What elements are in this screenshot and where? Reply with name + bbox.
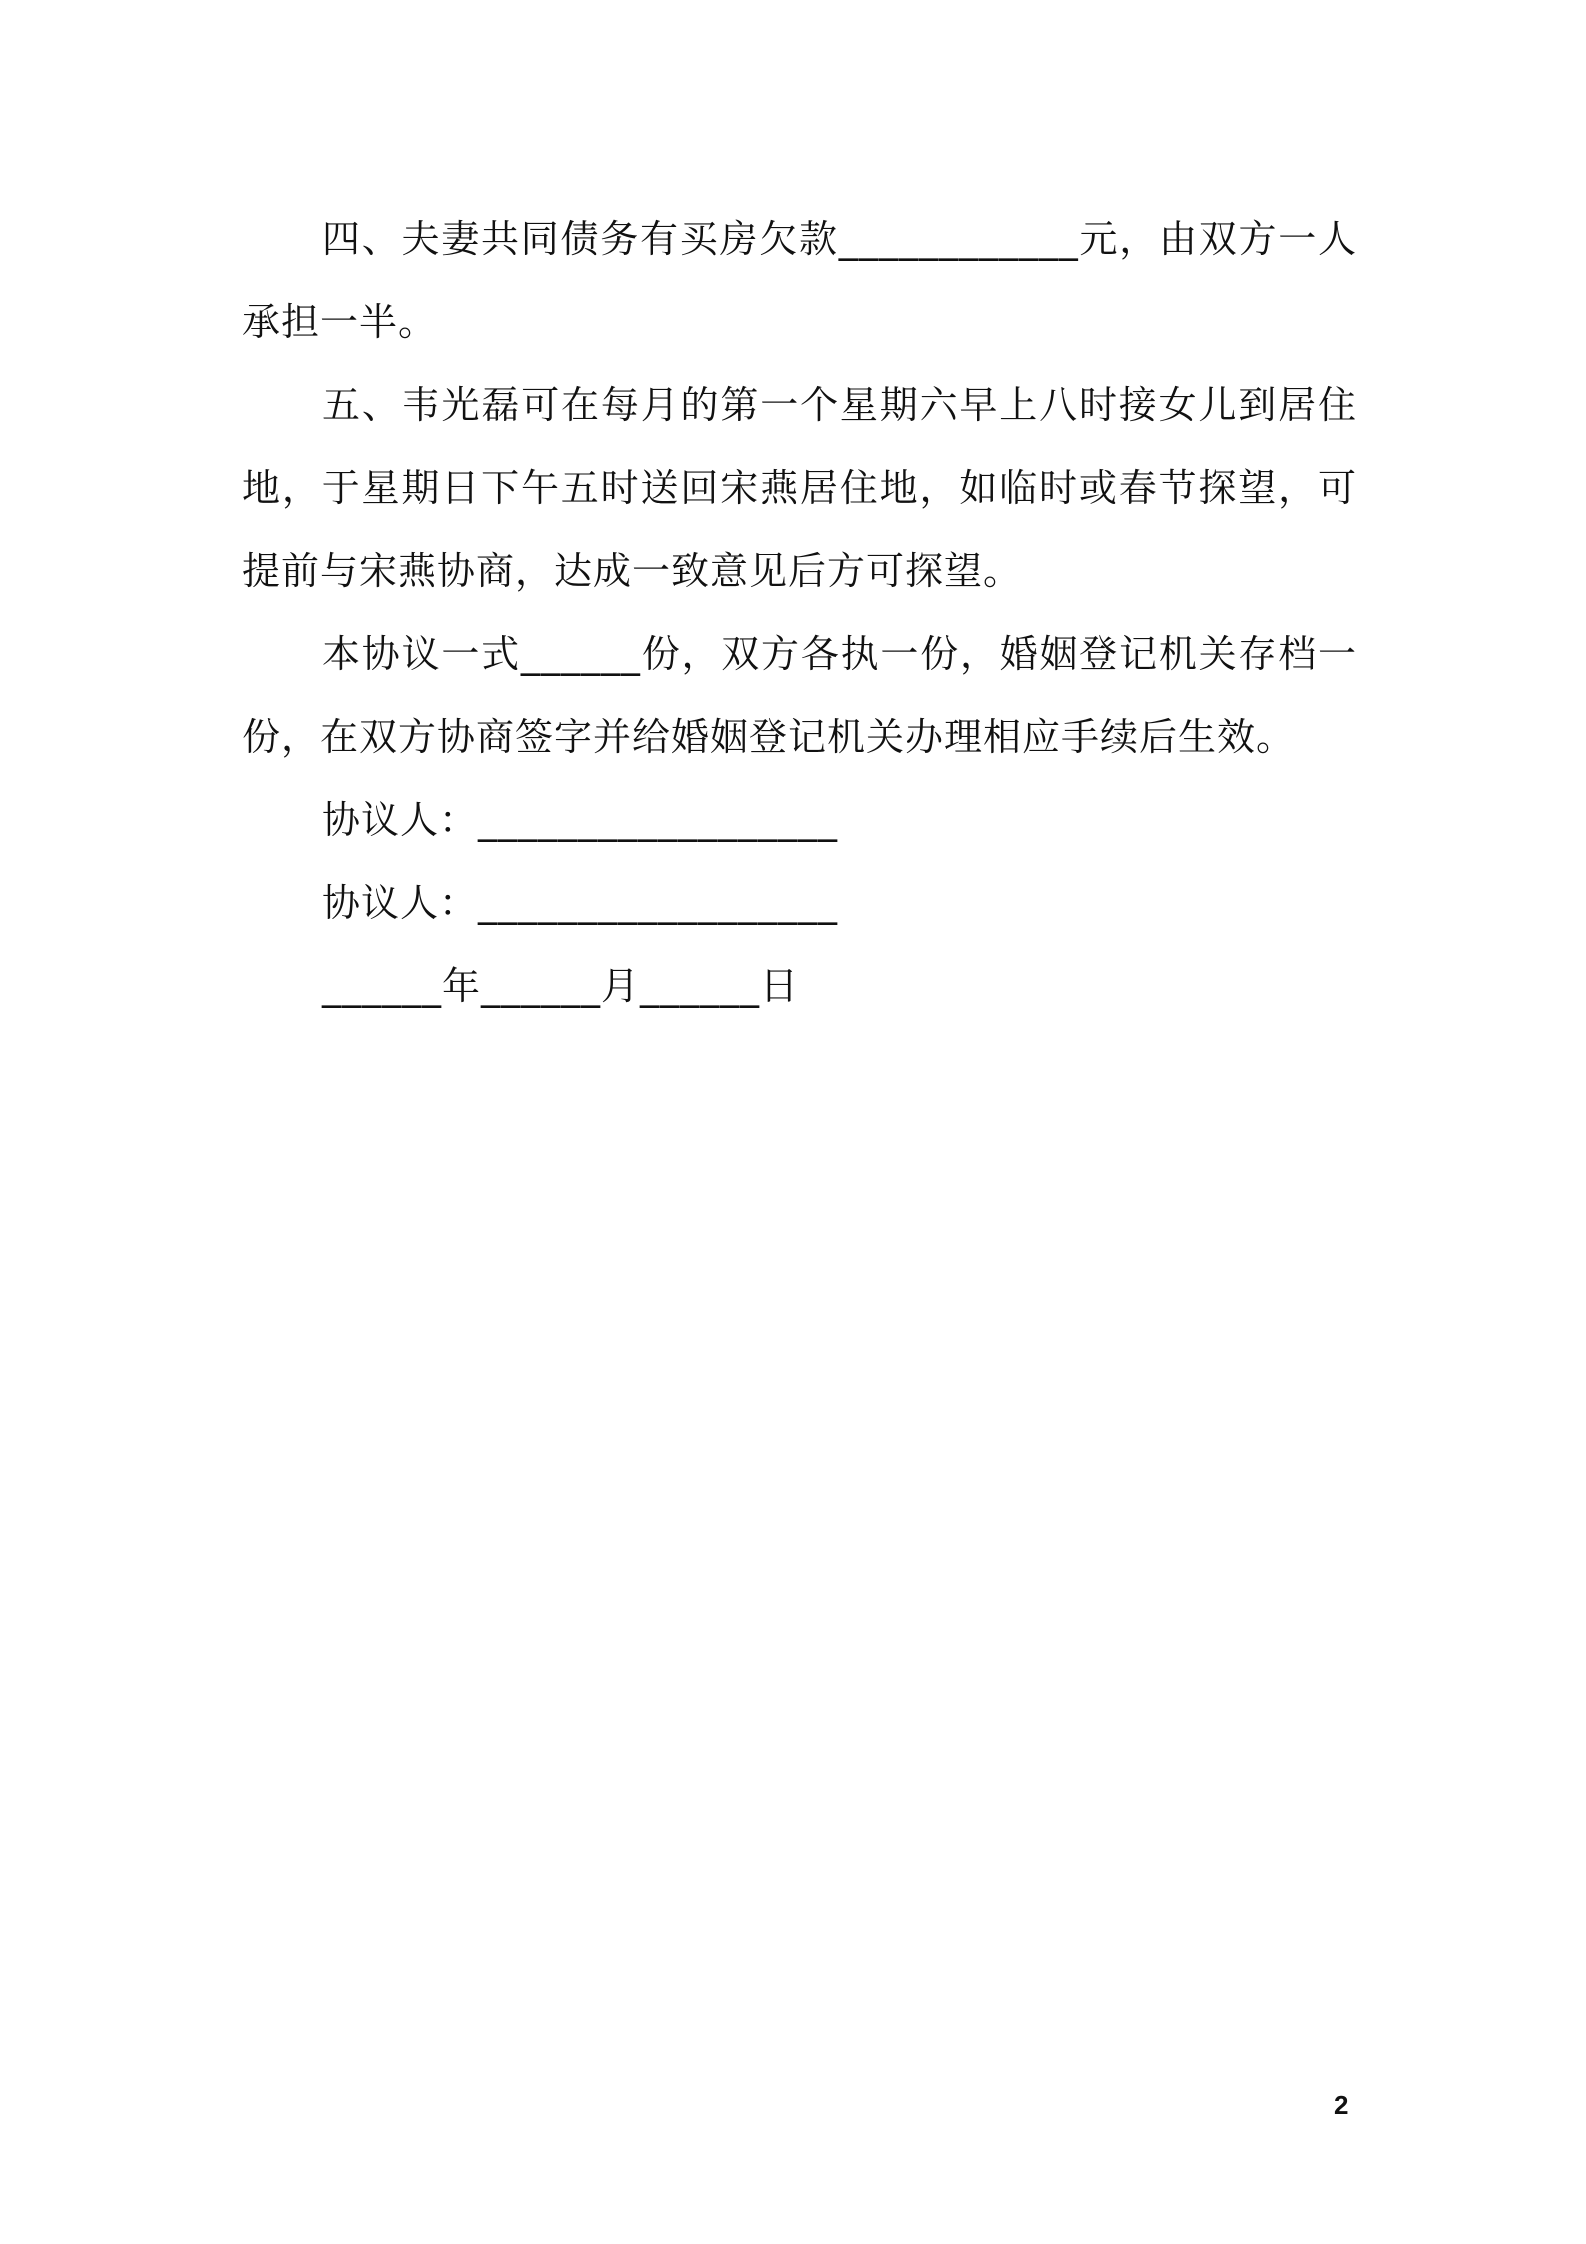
paragraph-copies: 本协议一式______份，双方各执一份，婚姻登记机关存档一份，在双方协商签字并给婚姻登记机关办理相应手续后生效。 bbox=[242, 632, 1357, 759]
signature-line-party-1: 协议人：__________________ bbox=[322, 798, 839, 842]
document-body bbox=[242, 198, 1357, 1028]
paragraph-debt: 四、夫妻共同债务有买房欠款____________元，由双方一人承担一半。 bbox=[242, 217, 1357, 344]
paragraph-visitation: 五、韦光磊可在每月的第一个星期六早上八时接女儿到居住地，于星期日下午五时送回宋燕居住地，如临时或春节探望，可提前与宋燕协商，达成一致意见后方可探望。 bbox=[242, 383, 1357, 593]
signature-line-party-2: 协议人：__________________ bbox=[322, 881, 839, 925]
page-number: 2 bbox=[1334, 2090, 1349, 2120]
date-line: ______年______月______日 bbox=[322, 964, 800, 1008]
